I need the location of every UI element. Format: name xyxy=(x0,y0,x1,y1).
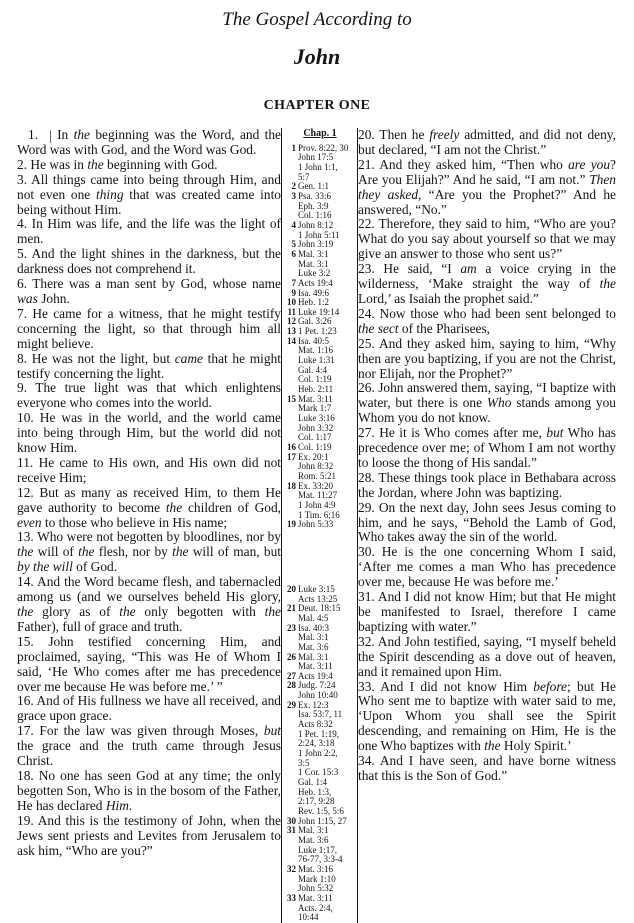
ref-citation: Ex. 12:3 xyxy=(298,699,329,710)
verse-17: 17. For the law was given through Moses, but the grace and the truth came through Jesus Christ. xyxy=(17,723,281,769)
cross-reference-group-1 xyxy=(284,144,356,530)
ref-citation: Prov. 8:22, 30 xyxy=(298,142,349,153)
italic-supplied-word: but xyxy=(263,723,281,739)
verse-21: 21. And they asked him, “Then who are you? Are you Elijah?” And he said, “I am not.” Then they asked, “Are you the Prophet?” And he answered, “No.” xyxy=(358,156,616,217)
verse-number: 22. xyxy=(358,216,375,232)
ref-citation: Heb. 2:11 xyxy=(298,384,334,395)
verse-number: 3. xyxy=(17,171,28,187)
ref-citation: Mat. 3:11 xyxy=(298,661,333,672)
book-title: John xyxy=(293,44,341,69)
ref-verse-number: 13 xyxy=(287,326,296,337)
italic-supplied-word: Him xyxy=(105,797,129,813)
ref-verse-number: 10 xyxy=(287,297,296,308)
verse-7: 7. He came for a witness, that he might testify concerning the light, so that through him all might believe. xyxy=(17,305,281,351)
ref-citation: Mat. 3:6 xyxy=(298,834,329,845)
ref-citation: Luke 1:31 xyxy=(298,355,335,366)
verse-number: 25. xyxy=(358,335,375,351)
cross-ref-line xyxy=(284,163,356,173)
ref-citation: Mat. 3:11 xyxy=(298,393,333,404)
verse-34: 34. And I have seen, and have borne witness that this is the Son of God.” xyxy=(358,753,616,783)
ref-verse-number: 18 xyxy=(287,480,296,491)
verse-number: 8. xyxy=(17,350,28,366)
italic-supplied-word: came xyxy=(174,350,203,366)
verse-number: 26. xyxy=(358,380,375,396)
ref-citation: Acts 19:4 xyxy=(298,277,333,288)
italic-supplied-word: the xyxy=(87,156,104,172)
verse-8: 8. He was not the light, but came that he might testify concerning the light. xyxy=(17,350,281,381)
verse-12: 12. But as many as received Him, to them He gave authority to become the children of God, even to those who believe in His name; xyxy=(17,484,281,530)
ref-verse-number: 21 xyxy=(287,603,296,614)
verse-19: 19. And this is the testimony of John, when the Jews sent priests and Levites from Jerusalem to ask him, “Who are you?” xyxy=(17,812,281,858)
chapter-heading: CHAPTER ONE xyxy=(263,98,371,113)
ref-citation: Mat. 3:16 xyxy=(298,863,333,874)
verse-number: 33. xyxy=(358,678,375,694)
ref-citation: Isa. 53:7, 11 xyxy=(298,709,343,720)
ref-verse-number: 19 xyxy=(287,519,296,530)
ref-verse-number: 14 xyxy=(287,335,296,346)
verse-number: 20. xyxy=(358,127,375,142)
cross-reference-gap xyxy=(284,530,356,585)
cross-ref-line xyxy=(284,904,356,914)
cross-ref-line xyxy=(284,749,356,759)
verse-22: 22. Therefore, they said to him, “Who are you? What do you say about yourself so that we may give an answer to those who sent us?” xyxy=(358,216,616,262)
verse-number: 6. xyxy=(17,276,28,292)
ref-verse-number: 9 xyxy=(291,287,296,298)
italic-supplied-word: the xyxy=(264,604,281,619)
verse-number: 34. xyxy=(358,753,375,769)
ref-citation: Acts 19:4 xyxy=(298,670,333,681)
text-block xyxy=(0,128,634,923)
verse-number: 16. xyxy=(17,693,34,709)
italic-supplied-word: Who xyxy=(486,395,512,411)
ref-verse-number: 29 xyxy=(287,699,296,710)
ref-citation: Mark 1:10 xyxy=(298,873,336,884)
verse-9: 9. The true light was that which enlightens everyone who comes into the world. xyxy=(17,380,281,411)
ref-citation: John 1:15, 27 xyxy=(298,815,347,826)
verse-29: 29. On the next day, John sees Jesus coming to him, and he says, “Behold the Lamb of God, Who takes away the sin of the world. xyxy=(358,499,616,545)
italic-supplied-word: the xyxy=(17,544,34,560)
italic-supplied-word: am xyxy=(460,261,477,277)
ref-verse-number: 32 xyxy=(287,863,296,874)
ref-citation: Acts 13:25 xyxy=(298,593,338,604)
ref-citation: Mat. 3:1 xyxy=(298,258,329,269)
ref-citation: Mal. 4:5 xyxy=(298,612,329,623)
ref-citation: Mat. 3:6 xyxy=(298,641,329,652)
verse-number: 24. xyxy=(358,305,375,321)
ref-citation: Luke 19:14 xyxy=(298,306,340,317)
ref-citation: Mal. 3:1 xyxy=(298,825,329,836)
ref-citation: 1 Tim. 6:16 xyxy=(298,509,340,520)
ref-verse-number: 20 xyxy=(287,583,296,594)
italic-supplied-word: Then they asked, xyxy=(358,171,616,202)
ref-citation: John 17:5 xyxy=(298,152,334,163)
italic-supplied-word: freely xyxy=(429,127,460,142)
verse-3: 3. All things came into being through Him, and not even one thing that was created came into being without Him. xyxy=(17,171,281,217)
series-title: The Gospel According to xyxy=(222,9,412,30)
ref-citation: Col. 1:19 xyxy=(298,442,332,452)
italic-supplied-word: but xyxy=(546,425,564,441)
italic-supplied-word: the xyxy=(172,544,189,560)
verse-25: 25. And they asked him, saying to him, “Why then are you baptizing, if you are not the Christ, nor Elijah, nor the Prophet?” xyxy=(358,335,617,381)
ref-citation: John 3:32 xyxy=(298,422,334,433)
verse-26: 26. John answered them, saying, “I baptize with water, but there is one Who stands among you Whom you do not know. xyxy=(358,380,616,426)
ref-verse-number: 28 xyxy=(287,680,296,691)
ref-citation: Luke 3:16 xyxy=(298,413,335,424)
verse-1: 1. | In the beginning was the Word, and the Word was with God, and the Word was God. xyxy=(17,127,281,157)
verse-number: 17. xyxy=(17,723,34,739)
verse-33: 33. And I did not know Him before; but He Who sent me to baptize with water said to me, ‘Upon Whom you shall see the Spirit descending, and remaining on Him, He is the one Who baptizes with the Holy Spirit.’ xyxy=(358,678,617,754)
left-verse-column xyxy=(17,128,281,923)
ref-verse-number: 3 xyxy=(291,190,296,201)
verse-14: 14. And the Word became flesh, and tabernacled among us (and we ourselves beheld His glory, the glory as of the only begotten with the Father), full of grace and truth. xyxy=(17,574,282,634)
ref-citation: Isa. 40:3 xyxy=(298,622,329,633)
ref-citation: 1 Cor. 15:3 xyxy=(298,767,339,778)
verse-number: 15. xyxy=(17,633,34,649)
verse-number: 18. xyxy=(17,767,34,783)
ref-verse-number: 16 xyxy=(287,442,296,452)
ref-citation: John 5:32 xyxy=(298,883,334,894)
ref-verse-number: 6 xyxy=(291,248,296,259)
verse-2: 2. He was in the beginning with God. xyxy=(17,156,218,172)
ref-citation: Isa. 40:5 xyxy=(298,335,329,346)
italic-supplied-word: was xyxy=(17,290,38,306)
ref-citation: Psa. 33:6 xyxy=(298,190,332,201)
ref-verse-number: 2 xyxy=(291,181,296,192)
verse-27: 27. He it is Who comes after me, but Who has precedence over me; of Whom I am not worthy to loose the thong of His sandal.” xyxy=(358,425,616,470)
verse-number: 30. xyxy=(358,544,375,560)
verse-11: 11. He came to His own, and His own did not receive Him; xyxy=(17,454,281,485)
verse-13: 13. Who were not begotten by bloodlines, nor by the will of the flesh, nor by the will of man, but by the will of God. xyxy=(17,529,282,575)
ref-citation: 1 John 5:11 xyxy=(298,229,340,240)
verse-24: 24. Now those who had been sent belonged to the sect of the Pharisees, xyxy=(358,305,616,336)
ref-verse-number: 4 xyxy=(291,219,296,230)
ref-citation: Mal. 3:1 xyxy=(298,248,329,259)
cross-ref-line xyxy=(284,520,356,530)
ref-citation: John 3:19 xyxy=(298,239,334,250)
verse-number: 32. xyxy=(358,633,375,649)
verse-number: 23. xyxy=(358,261,375,277)
italic-supplied-word: the xyxy=(599,276,616,292)
verse-6: 6. There was a man sent by God, whose name was John. xyxy=(17,276,281,306)
ref-citation: Mal. 3:1 xyxy=(298,632,329,643)
verse-number: 2. xyxy=(17,156,28,172)
ref-citation: Mal. 3:1 xyxy=(298,651,329,662)
ref-citation: Luke 3:2 xyxy=(298,268,331,279)
ref-citation: Luke 3:15 xyxy=(298,583,335,594)
verse-18: 18. No one has seen God at any time; the only begotten Son, Who is in the bosom of the Father, He has declared Him. xyxy=(17,767,281,813)
ref-citation: Acts 8:32 xyxy=(298,719,333,730)
italic-supplied-word: the xyxy=(119,604,136,619)
verse-number: 21. xyxy=(358,156,375,172)
verse-30: 30. He is the one concerning Whom I said, ‘After me comes a man Who has precedence over me, because He was before me.’ xyxy=(358,544,616,590)
ref-verse-number: 27 xyxy=(287,670,296,681)
verse-4: 4. In Him was life, and the life was the light of men. xyxy=(17,216,281,247)
ref-citation: 10:44 xyxy=(298,912,319,923)
ref-citation: Col. 1:19 xyxy=(298,374,332,385)
italic-supplied-word: the xyxy=(165,499,183,515)
verse-number: 10. xyxy=(17,410,34,426)
italic-supplied-word: the sect xyxy=(358,320,399,336)
cross-ref-line xyxy=(284,913,356,923)
ref-citation: Mat. 1:16 xyxy=(298,345,333,356)
italic-supplied-word: the xyxy=(78,544,95,560)
ref-citation: Heb. 1:2 xyxy=(298,297,329,308)
ref-verse-number: 5 xyxy=(291,239,296,250)
verse-number: 11. xyxy=(17,454,34,470)
ref-citation: Col. 1:16 xyxy=(298,210,332,221)
verse-number: 12. xyxy=(17,484,34,500)
italic-supplied-word: by the will xyxy=(17,559,73,575)
verse-number: 1. xyxy=(28,127,39,142)
verse-number: 7. xyxy=(17,305,28,321)
ref-citation: Mat. 11:27 xyxy=(298,490,338,501)
verse-number: 28. xyxy=(358,469,375,485)
ref-citation: John 8:12 xyxy=(298,219,334,230)
ref-citation: Isa. 49:6 xyxy=(298,287,329,298)
italic-supplied-word: even xyxy=(17,514,42,530)
ref-verse-number: 26 xyxy=(287,651,296,662)
ref-citation: Gen. 1:1 xyxy=(298,181,329,192)
ref-citation: Luke 1:17, xyxy=(298,844,337,855)
ref-citation: Ex. 20:1 xyxy=(298,451,329,462)
italic-supplied-word: the xyxy=(484,738,501,754)
verse-divider-mark: | xyxy=(49,128,52,143)
ref-verse-number: 30 xyxy=(287,815,296,826)
cross-reference-column xyxy=(282,128,357,923)
italic-supplied-word: are you xyxy=(568,156,611,172)
ref-citation: 1 Pet. 1:19, xyxy=(298,728,340,739)
ref-citation: Ex. 33:20 xyxy=(298,480,333,491)
ref-verse-number: 31 xyxy=(287,825,296,836)
ref-citation: 1 John 1:1, xyxy=(298,161,338,172)
ref-verse-number: 7 xyxy=(291,277,296,288)
verse-number: 14. xyxy=(17,574,34,590)
verse-23: 23. He said, “I am a voice crying in the wilderness, ‘Make straight the way of the Lord,’ as Isaiah the prophet said.” xyxy=(358,261,616,306)
ref-citation: John 8:32 xyxy=(298,461,334,472)
ref-citation: John 10:40 xyxy=(298,690,338,701)
ref-citation: 5:7 xyxy=(298,171,310,182)
verse-number: 4. xyxy=(17,216,28,232)
ref-verse-number: 12 xyxy=(287,316,296,327)
ref-citation: 2:17, 9:28 xyxy=(298,796,335,807)
verse-10: 10. He was in the world, and the world came into being through Him, but the world did not know Him. xyxy=(17,410,281,456)
ref-citation: 2:24, 3:18 xyxy=(298,738,335,749)
ref-citation: Gal. 1:4 xyxy=(298,777,327,788)
italic-supplied-word: the xyxy=(17,604,34,619)
verse-number: 19. xyxy=(17,812,34,828)
italic-supplied-word: thing xyxy=(96,186,124,202)
ref-verse-number: 33 xyxy=(287,892,296,903)
verse-number: 29. xyxy=(358,499,375,515)
verse-number: 31. xyxy=(358,589,375,605)
ref-citation: Mat. 3:11 xyxy=(298,892,333,903)
verse-number: 5. xyxy=(17,246,28,262)
ref-citation: 1 Pet. 1:23 xyxy=(298,326,337,337)
right-verse-column xyxy=(358,128,616,923)
ref-citation: Mark 1:7 xyxy=(298,403,332,414)
ref-verse-number: 23 xyxy=(287,622,296,633)
ref-citation: 1 John 4:9 xyxy=(298,499,336,510)
ref-verse-number: 1 xyxy=(291,142,296,153)
verse-32: 32. And John testified, saying, “I myself beheld the Spirit descending as a dove out of heaven, and it remained upon Him. xyxy=(358,633,617,679)
ref-verse-number: 11 xyxy=(287,306,296,317)
ref-verse-number: 17 xyxy=(287,451,296,462)
verse-15: 15. John testified concerning Him, and proclaimed, saying, “This was He of Whom I said, ‘He Who comes after me has precedence over me because He was before me.’ ” xyxy=(17,633,281,694)
cross-reference-group-2 xyxy=(284,585,356,923)
ref-citation: 3:5 xyxy=(298,757,310,768)
verse-31: 31. And I did not know Him; but that He might be manifested to Israel, therefore I came baptizing with water.” xyxy=(358,589,616,634)
verse-number: 9. xyxy=(17,380,28,396)
ref-citation: Rev. 1:5, 5:6 xyxy=(298,806,344,816)
ref-citation: Acts. 2:4, xyxy=(298,902,333,913)
ref-citation: Eph. 3:9 xyxy=(298,200,329,211)
ref-citation: John 5:33 xyxy=(298,519,334,530)
ref-citation: Rom. 5:21 xyxy=(298,470,337,481)
ref-citation: Gal. 3:26 xyxy=(298,316,332,327)
ref-citation: 1 John 2:2, xyxy=(298,748,338,759)
italic-supplied-word: before xyxy=(533,678,567,694)
verse-28: 28. These things took place in Bethabara across the Jordan, where John was baptizing. xyxy=(358,469,616,500)
ref-citation: Heb. 1:3, xyxy=(298,786,332,797)
chapter-ref-label: Chap. 1 xyxy=(303,128,337,139)
ref-citation: Judg. 7:24 xyxy=(298,680,336,691)
italic-supplied-word: the xyxy=(73,127,90,142)
verse-number: 13. xyxy=(17,529,34,545)
ref-citation: Gal. 4:4 xyxy=(298,364,327,375)
ref-citation: Col. 1:17 xyxy=(298,432,332,443)
verse-16: 16. And of His fullness we have all received, and grace upon grace. xyxy=(17,693,281,724)
ref-verse-number: 15 xyxy=(287,393,296,404)
verse-20: 20. Then he freely admitted, and did not deny, but declared, “I am not the Christ.” xyxy=(358,127,616,157)
verse-5: 5. And the light shines in the darkness, but the darkness does not comprehend it. xyxy=(17,246,281,277)
ref-citation: Deut. 18:15 xyxy=(298,603,341,614)
ref-citation: 76-77, 3:3-4 xyxy=(298,854,343,865)
verse-number: 27. xyxy=(358,425,375,441)
